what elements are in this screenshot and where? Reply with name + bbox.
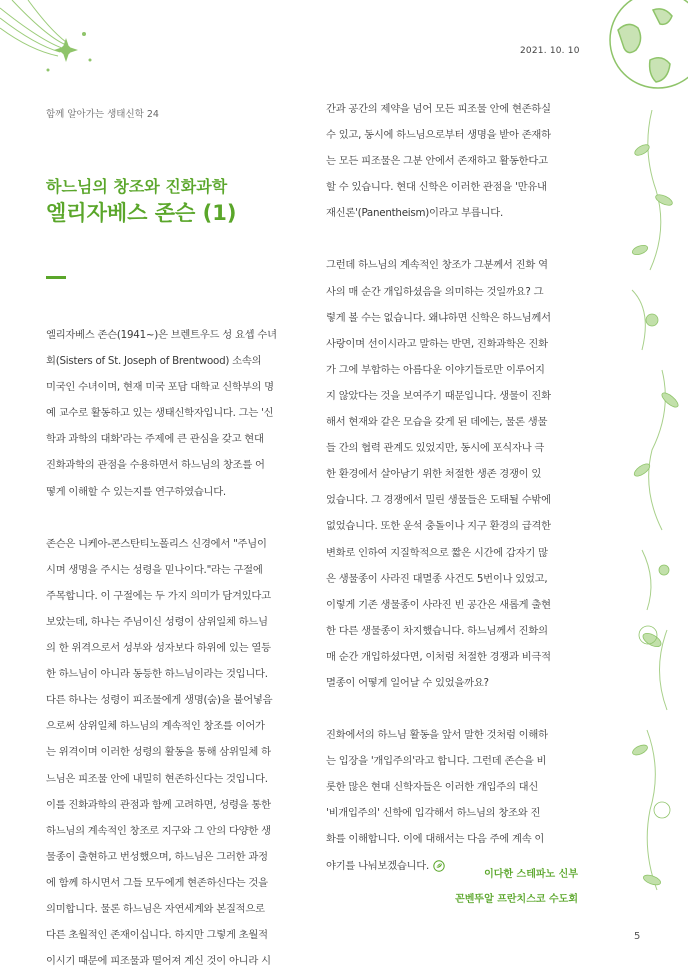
text-line: 사의 매 순간 개입하셨음을 의미하는 것일까요? 그 <box>326 285 544 298</box>
right-paragraph-3 <box>326 722 582 879</box>
globe-decoration-icon <box>598 0 688 110</box>
text-line: 느님은 피조물 안에 내밀히 현존하신다는 것입니다. <box>46 772 268 785</box>
text-line: 없었습니다. 또한 운석 충돌이나 지구 환경의 급격한 <box>326 520 551 533</box>
text-line: 가 그에 부합하는 아름다운 이야기들로만 이루어지 <box>326 363 545 376</box>
text-line: 학과 과학의 대화'라는 주제에 큰 관심을 갖고 현대 <box>46 433 264 446</box>
text-line: 진화에서의 하느님 활동을 앞서 말한 것처럼 이해하 <box>326 729 548 742</box>
text-line: 화를 이해합니다. 이에 대해서는 다음 주에 계속 이 <box>326 833 545 846</box>
text-line: 엘리자베스 존슨(1941~)은 브렌트우드 성 요셉 수녀 <box>46 329 277 341</box>
right-paragraph-1 <box>326 96 582 226</box>
text-line: 해서 현재와 같은 모습을 갖게 된 데에는, 물론 생물 <box>326 416 548 429</box>
text-line: 이시기 때문에 피조물과 떨어져 계신 것이 아니라 시 <box>46 955 271 968</box>
text-line: 예 교수로 활동하고 있는 생태신학자입니다. 그는 '신 <box>46 407 274 420</box>
text-line: 이를 진화과학의 관점과 함께 고려하면, 성령을 통한 <box>46 798 271 811</box>
issue-date: 2021. 10. 10 <box>520 46 580 56</box>
text-line: 진화과학의 관점을 수용하면서 하느님의 창조를 어 <box>46 459 265 472</box>
text-line: 들 간의 협력 관계도 있었지만, 동시에 포식자나 극 <box>326 442 545 455</box>
text-line: 그런데 하느님의 계속적인 창조가 그분께서 진화 역 <box>326 259 548 272</box>
text-line: 는 입장을 '개입주의'라고 합니다. 그런데 존슨을 비 <box>326 755 547 768</box>
text-line: 재신론'(Panentheism)이라고 부릅니다. <box>326 207 503 220</box>
text-line: 다른 하나는 성령이 피조물에게 생명(숨)을 불어넣음 <box>46 694 273 707</box>
text-line: 의미합니다. 물론 하느님은 자연세계와 본질적으로 <box>46 902 265 915</box>
text-line: 멸종이 어떻게 일어날 수 있었을까요? <box>326 676 489 689</box>
text-line: 할 수 있습니다. 현대 신학은 이러한 관점을 '만유내 <box>326 181 547 194</box>
text-line: 에 함께 하시면서 그들 모두에게 현존하신다는 것을 <box>46 876 268 889</box>
left-paragraph-2 <box>46 531 302 974</box>
right-paragraph-2 <box>326 252 582 696</box>
text-line: 는 모든 피조물은 그분 안에서 존재하고 활동한다고 <box>326 155 548 168</box>
text-line: 하느님의 계속적인 창조로 지구와 그 안의 다양한 생 <box>46 824 271 837</box>
text-line: 떻게 이해할 수 있는지를 연구하였습니다. <box>46 485 226 498</box>
left-column <box>46 322 302 974</box>
text-line: 다른 초월적인 존재이십니다. 하지만 그렇게 초월적 <box>46 929 268 942</box>
text-line: 은 생물종이 사라진 대멸종 사건도 5번이나 있었고, <box>326 572 548 585</box>
text-line: 으로써 삼위일체 하느님의 계속적인 창조를 이어가 <box>46 720 265 733</box>
plant-border-decoration-icon <box>612 110 688 930</box>
comet-decoration-icon <box>0 0 110 100</box>
text-line: '비개입주의' 신학에 입각해서 하느님의 창조와 진 <box>326 807 541 820</box>
article-subtitle: 엘리자베스 존슨 (1) <box>46 201 237 225</box>
text-line: 회(Sisters of St. Joseph of Brentwood) 소속의 <box>46 355 262 368</box>
text-line: 한 다른 생물종이 차지했습니다. 하느님께서 진화의 <box>326 624 548 637</box>
author-affiliation: 꼰벤뚜알 프란치스코 수도회 <box>455 894 578 905</box>
text-line: 미국인 수녀이며, 현재 미국 포담 대학교 신학부의 명 <box>46 381 274 394</box>
page-number: 5 <box>634 931 641 942</box>
author-name: 이다한 스테파노 신부 <box>484 869 578 880</box>
text-line: 한 하느님이 아니라 동등한 하느님이라는 것입니다. <box>46 668 268 681</box>
text-line: 수 있고, 동시에 하느님으로부터 생명을 받아 존재하 <box>326 129 551 142</box>
text-line: 이렇게 기존 생물종이 사라진 빈 공간은 새롭게 출현 <box>326 598 551 611</box>
text-line: 시며 생명을 주시는 성령을 믿나이다."라는 구절에 <box>46 563 263 576</box>
text-line: 보았는데, 하나는 주님이신 성령이 삼위일체 하느님 <box>46 615 268 628</box>
text-line: 의 한 위격으로서 성부와 성자보다 하위에 있는 열등 <box>46 642 271 655</box>
text-line: 변화로 인하여 지질학적으로 짧은 시간에 갑자기 많 <box>326 546 548 559</box>
text-line: 존슨은 니케아-콘스탄티노폴리스 신경에서 "주님이 <box>46 537 267 550</box>
text-line: 물종이 출현하고 번성했으며, 하느님은 그러한 과정 <box>46 850 268 863</box>
text-line: 롯한 많은 현대 신학자들은 이러한 개입주의 대신 <box>326 781 539 794</box>
text-line: 었습니다. 그 경쟁에서 밀린 생물들은 도태될 수밖에 <box>326 494 551 507</box>
title-divider <box>46 276 66 279</box>
text-line: 한 환경에서 살아남기 위한 처절한 생존 경쟁이 있 <box>326 468 542 481</box>
text-line: 지 않았다는 것을 보여주기 때문입니다. 생물이 진화 <box>326 389 551 402</box>
text-line: 매 순간 개입하셨다면, 이처럼 처절한 경쟁과 비극적 <box>326 650 551 663</box>
article-title: 하느님의 창조와 진화과학 <box>46 177 228 196</box>
right-column <box>326 96 582 879</box>
series-label: 함께 알아가는 생태신학 24 <box>46 109 159 120</box>
text-line: 야기를 나눠보겠습니다. <box>326 859 430 872</box>
text-line: 사랑이며 선이시라고 말하는 반면, 진화과학은 진화 <box>326 337 548 350</box>
text-line: 간과 공간의 제약을 넘어 모든 피조물 안에 현존하실 <box>326 103 551 115</box>
text-line: 렇게 볼 수는 없습니다. 왜냐하면 신학은 하느님께서 <box>326 311 551 324</box>
left-paragraph-1 <box>46 322 302 505</box>
text-line: 주목합니다. 이 구절에는 두 가지 의미가 담겨있다고 <box>46 589 271 602</box>
text-line: 는 위격이며 이러한 성령의 활동을 통해 삼위일체 하 <box>46 746 271 759</box>
